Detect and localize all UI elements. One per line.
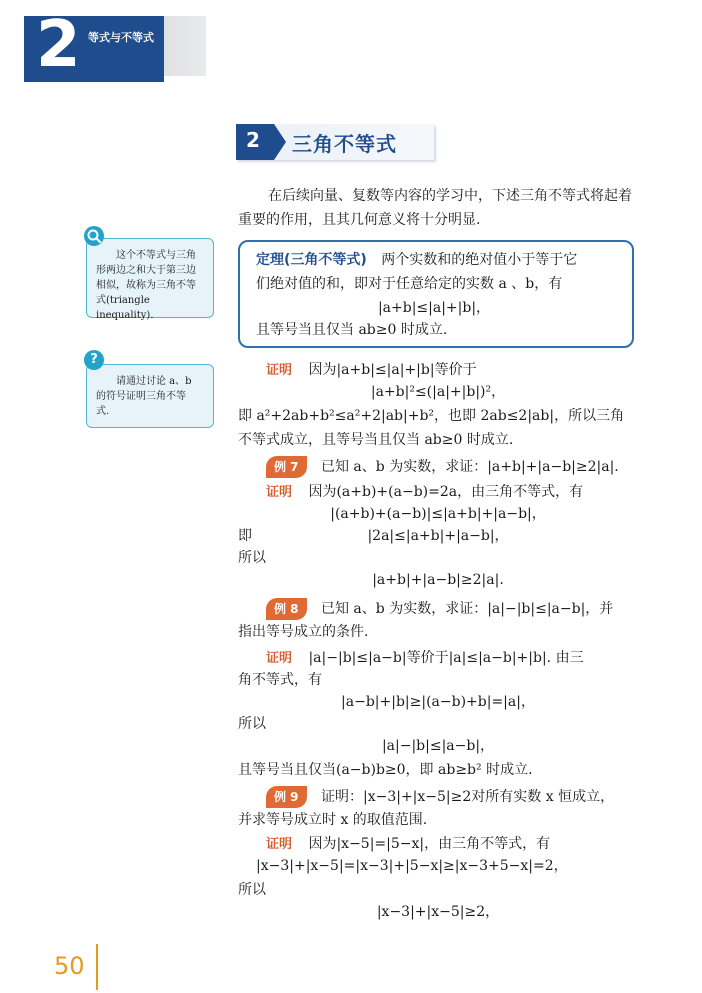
sidebar-note-1-text <box>96 248 208 323</box>
note2-line: 的符号证明三角不等 <box>96 391 186 402</box>
example-8-conclusion: 且等号当且仅当(a−b)b≥0，即 ab≥b² 时成立. <box>238 762 533 778</box>
note1-line: 形两边之和大于第三边 <box>96 265 196 276</box>
theorem-line-2: 们绝对值的和，即对于任意给定的实数 a 、b，有 <box>256 276 563 292</box>
example-7-formula-1: |(a+b)+(a−b)|≤|a+b|+|a−b|， <box>330 506 546 522</box>
proof1-text: 因为|a+b|≤|a|+|b|等价于 <box>308 362 477 378</box>
note1-line: 相似，故称为三角不等 <box>96 280 196 291</box>
page-number-rule <box>96 944 98 990</box>
example-9-formula: |x−3|+|x−5|≥2， <box>376 904 500 920</box>
note1-line: 这个不等式与三角 <box>116 250 196 261</box>
note2-line: 式. <box>96 406 110 417</box>
example-8-statement <box>266 598 613 620</box>
magnifier-icon <box>84 226 104 246</box>
page-number: 50 <box>54 952 85 980</box>
example-7-ji: 即 <box>238 528 252 544</box>
section-number: 2 <box>246 128 260 152</box>
example-8-formula-1: |a−b|+|b|≥|(a−b)+b|=|a|， <box>341 694 535 710</box>
sidebar-note-2-text <box>96 374 208 419</box>
example-9-text: 证明：|x−3|+|x−5|≥2对所有实数 x 恒成立， <box>320 789 615 805</box>
intro-line-2: 重要的作用，且其几何意义将十分明显. <box>238 212 481 228</box>
example-9-statement <box>266 786 614 808</box>
example-7-proof-text: 因为(a+b)+(a−b)=2a，由三角不等式，有 <box>308 484 584 500</box>
note2-line: 请通过讨论 a、b <box>116 376 192 387</box>
proof1-line-1 <box>266 360 477 381</box>
example-7-badge: 例 7 <box>266 456 307 478</box>
example-8-suoyi: 所以 <box>238 716 266 732</box>
proof-label: 证明 <box>266 651 293 666</box>
example-7-suoyi: 所以 <box>238 550 266 566</box>
example-9-proof-line-1 <box>266 834 550 855</box>
example-7-formula-2: |2a|≤|a+b|+|a−b|， <box>367 528 509 544</box>
example-8-proof-text: |a|−|b|≤|a−b|等价于|a|≤|a−b|+|b|. 由三 <box>308 650 584 666</box>
chapter-number: 2 <box>36 8 81 82</box>
example-8-text: 已知 a、b 为实数，求证：|a|−|b|≤|a−b|，并 <box>320 601 614 617</box>
proof-label: 证明 <box>266 837 293 852</box>
example-7-proof-line-1 <box>266 482 583 503</box>
example-7-statement <box>266 456 619 478</box>
example-9-proof-line-2: |x−3|+|x−5|=|x−3|+|5−x|≥|x−3+5−x|=2， <box>256 858 568 874</box>
example-8-statement-2: 指出等号成立的条件. <box>238 624 369 640</box>
section-number-chevron <box>236 124 286 160</box>
example-8-badge: 例 8 <box>266 598 307 620</box>
proof1-formula: |a+b|²≤(|a|+|b|)²， <box>370 384 506 400</box>
theorem-statement: 两个实数和的绝对值小于等于它 <box>381 252 578 268</box>
theorem-formula: |a+b|≤|a|+|b|， <box>377 300 491 316</box>
example-8-proof-line-2: 角不等式，有 <box>238 672 322 688</box>
chapter-title: 等式与不等式 <box>88 31 154 44</box>
example-8-formula-2: |a|−|b|≤|a−b|， <box>381 738 495 754</box>
theorem-line-4: 且等号当且仅当 ab≥0 时成立. <box>256 322 448 338</box>
example-9-statement-2: 并求等号成立时 x 的取值范围. <box>238 812 428 828</box>
section-title: 三角不等式 <box>292 132 397 156</box>
theorem-line-1 <box>256 250 577 270</box>
example-8-proof-line-1 <box>266 648 584 669</box>
example-9-suoyi: 所以 <box>238 882 266 898</box>
example-9-proof-text: 因为|x−5|=|5−x|，由三角不等式，有 <box>308 836 551 852</box>
intro-line-1: 在后续向量、复数等内容的学习中，下述三角不等式将起着 <box>268 188 632 204</box>
proof1-line-4: 不等式成立，且等号当且仅当 ab≥0 时成立. <box>238 432 514 448</box>
proof1-line-3: 即 a²+2ab+b²≤a²+2|ab|+b²，也即 2ab≤2|ab|，所以三角 <box>238 408 625 424</box>
example-9-badge: 例 9 <box>266 786 307 808</box>
example-7-formula-3: |a+b|+|a−b|≥2|a|. <box>372 572 504 588</box>
proof-label: 证明 <box>266 363 293 378</box>
note1-line: 式(triangle inequality). <box>96 295 154 321</box>
proof-label: 证明 <box>266 485 293 500</box>
example-7-text: 已知 a、b 为实数，求证：|a+b|+|a−b|≥2|a|. <box>320 459 619 475</box>
question-icon: ? <box>84 350 104 370</box>
theorem-title: 定理(三角不等式) <box>256 252 367 268</box>
